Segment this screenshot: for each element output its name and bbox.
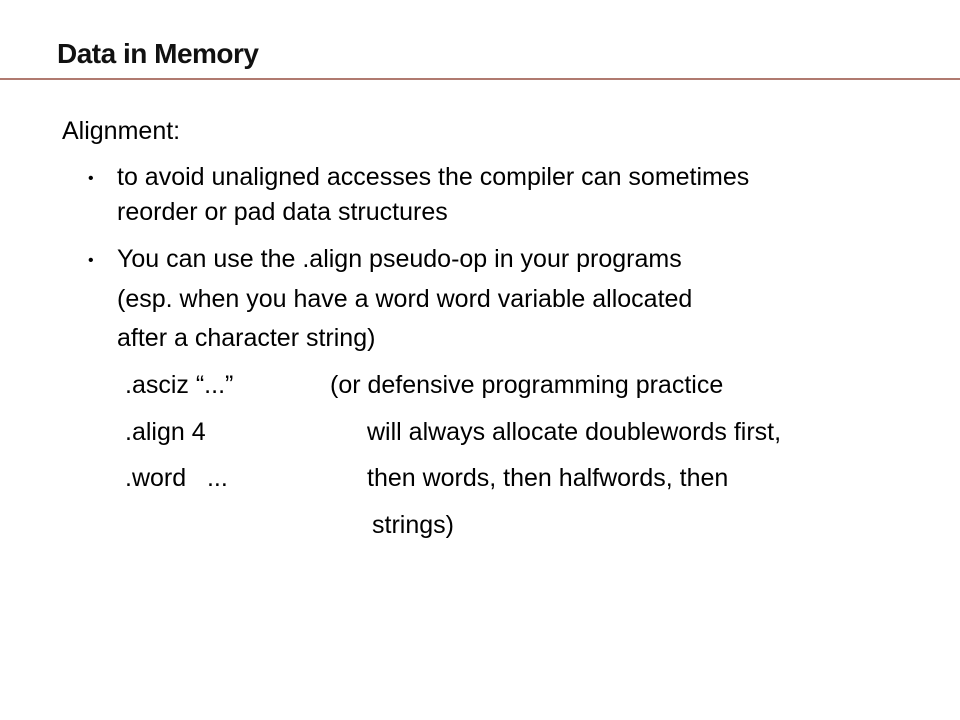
bullet-line: after a character string): [117, 324, 376, 352]
code-comment: then words, then halfwords, then: [367, 464, 729, 492]
bullet-line: You can use the .align pseudo-op in your programs: [117, 245, 682, 273]
slide-title: Data in Memory: [57, 38, 259, 69]
bullet-line: reorder or pad data structures: [117, 198, 448, 226]
section-heading: Alignment:: [62, 117, 181, 145]
code-directive: .word ...: [125, 464, 228, 492]
bullet-line: (esp. when you have a word word variable allocated: [117, 285, 693, 313]
code-directive: .align 4: [125, 418, 206, 446]
code-comment: (or defensive programming practice: [330, 371, 724, 399]
bullet-marker: •: [88, 252, 94, 269]
code-comment: will always allocate doublewords first,: [367, 418, 782, 446]
code-directive: .asciz “...”: [125, 371, 234, 399]
bullet-line: to avoid unaligned accesses the compiler can sometimes: [117, 163, 750, 191]
code-comment: strings): [372, 511, 454, 539]
bullet-marker: •: [88, 170, 94, 187]
title-divider: [0, 78, 960, 80]
